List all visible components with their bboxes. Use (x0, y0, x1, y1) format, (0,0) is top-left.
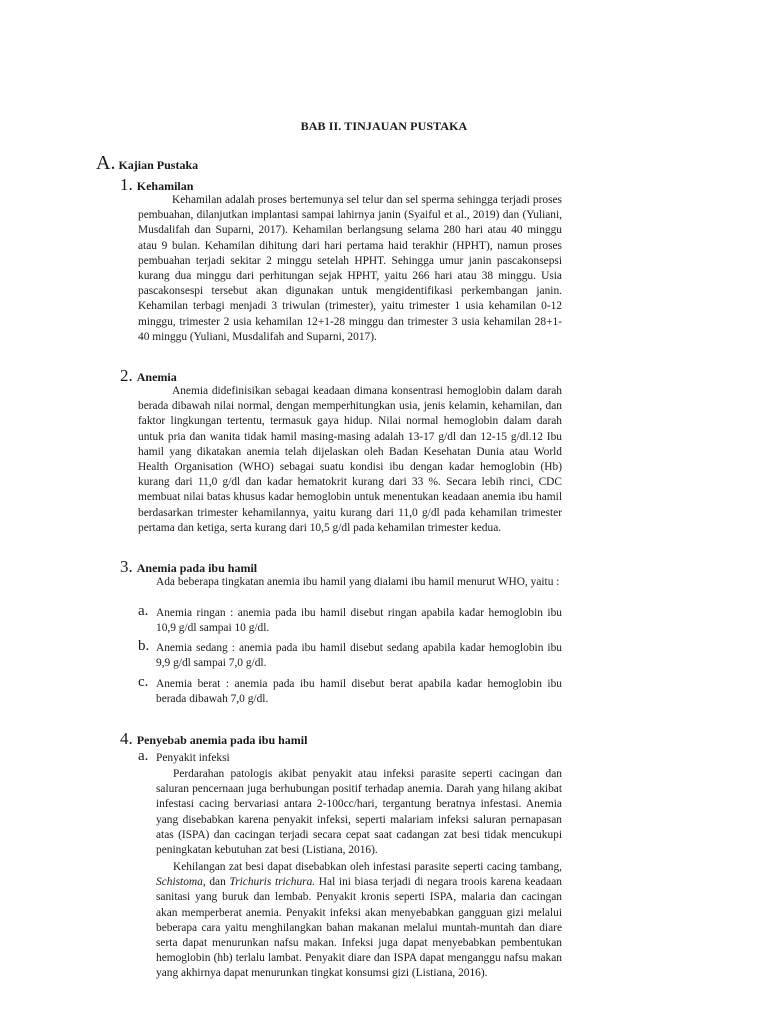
severity-item-c (138, 674, 562, 707)
section-3-intro: Ada beberapa tingkatan anemia ibu hamil yang dialami ibu hamil menurut WHO, yaitu : (156, 576, 560, 588)
section-4-paragraph-1: Perdarahan patologis akibat penyakit atau infeksi parasite seperti cacingan dan saluran pencernaan juga berhubungan positif terhadap anemia. Darah yang hilang akibat infestasi cacing bervariasi antara 2-100cc/hari, tergantung beratnya infestasi. Anemia yang disebabkan karena penyakit infeksi, seperti malariam infeksi saluran pernapasan atas (ISPA) dan cacingan terjadi secara cepat saat cadangan zat besi tidak mencukupi peningkatan kebutuhan zat besi (Listiana, 2016). (156, 768, 562, 857)
chapter-title: BAB II. TINJAUAN PUSTAKA (300, 119, 468, 133)
severity-item-b-marker: b. (138, 638, 150, 654)
section-4-marker: 4. (120, 729, 133, 748)
severity-item-a-marker: a. (138, 603, 149, 619)
section-2-marker: 2. (120, 366, 133, 385)
section-2-paragraph: Anemia didefinisikan sebagai keadaan dimana konsentrasi hemoglobin dalam darah berada dibawah nilai normal, dengan memperhitungkan usia, jenis kelamin, kehamilan, dan faktor lingkungan tertentu, termasuk gaya hidup. Nilai normal hemoglobin dalam darah untuk pria dan wanita tidak hamil masing-masing adalah 13-17 g/dl dan 12-15 g/dl.12 Ibu hamil yang dikatakan anemia telah dijelaskan oleh Badan Kesehatan Dunia atau World Health Organisation (WHO) sebagai suatu kondisi ibu dengan kadar hemoglobin (Hb) kurang dari 11,0 g/dl dan kadar hematokrit kurang dari 33 %. Secara lebih rinci, CDC membuat nilai batas khusus kadar hemoglobin untuk menentukan keadaan anemia ibu hamil berdasarkan trimester kehamilannya, yaitu kurang dari 11,0 g/dl pada kehamilan trimester pertama dan ketiga, serta kurang dari 10,5 g/dl pada kehamilan trimester kedua. (138, 385, 562, 534)
cause-item-a-label: Penyakit infeksi (156, 752, 230, 764)
section-1-heading (120, 175, 193, 195)
section-a-heading (96, 152, 198, 175)
paragraph-2-part-3: Hal ini biasa terjadi di negara troois karena keadaan sanitasi yang buruk dan lembab. Penyakit kronis seperti ISPA, malaria dan cacingan akan memperberat anemia. Penyakit infeksi akan menyebabkan gangguan gizi melalui beberapa cara yaitu menghilangkan bahan makanan melalui muntah-muntah dan diare serta dapat menurunkan nafsu makan. Infeksi juga dapat menyebabkan pembentukan hemoglobin (hb) terlalu lambat. Penyakit diare dan ISPA dapat menganggu nafsu makan yang akhirnya dapat menurunkan tingkat konsumsi gizi (Listiana, 2016). (156, 876, 562, 980)
section-4-heading (120, 729, 307, 749)
severity-item-a-text: Anemia ringan : anemia pada ibu hamil disebut ringan apabila kadar hemoglobin ibu 10,9 g/dl sampai 10 g/dl. (156, 607, 562, 635)
section-4-paragraph-2 (156, 860, 562, 982)
species-trichuris: Trichuris trichura. (229, 876, 316, 889)
section-1-title: Kehamilan (136, 179, 194, 193)
paragraph-2-part-1: Kehilangan zat besi dapat disebabkan oleh infestasi parasite seperti cacing tambang, (173, 861, 562, 873)
cause-item-a-marker: a. (138, 748, 149, 764)
section-2-heading (120, 366, 177, 386)
section-4-title: Penyebab anemia pada ibu hamil (136, 733, 308, 747)
section-1-paragraph: Kehamilan adalah proses bertemunya sel telur dan sel sperma sehingga terjadi proses pembuahan, dilanjutkan implantasi sampai lahirnya janin (Syaiful et al., 2019) dan (Yuliani, Musdalifah dan Suparni, 2017). Kehamilan berlangsung selama 280 hari atau 40 minggu atau 9 bulan. Kehamilan dihitung dari hari pertama haid terakhir (HPHT), namun proses pembuahan terjadi sekitar 2 minggu setelah HPHT. Sehingga umur janin pascakonsepsi kurang dua minggu dari perhitungan sejak HPHT, yaitu 266 hari atau 38 minggu. Usia pascakonsespi tersebut akan digunakan untuk mengidentifikasi perkembangan janin. Kehamilan terbagi menjadi 3 triwulan (trimester), yaitu trimester 1 usia kehamilan 0-12 minggu, trimester 2 usia kehamilan 12+1-28 minggu dan trimester 3 usia kehamilan 28+1-40 minggu (Yuliani, Musdalifah and Suparni, 2017). (138, 194, 562, 343)
section-1-marker: 1. (120, 175, 133, 194)
severity-item-c-marker: c. (138, 674, 149, 690)
species-schistoma: Schistoma (156, 876, 203, 889)
section-3-title: Anemia pada ibu hamil (136, 561, 258, 575)
section-a-marker: A. (96, 152, 116, 174)
section-3-marker: 3. (120, 557, 133, 576)
severity-item-c-text: Anemia berat : anemia pada ibu hamil disebut berat apabila kadar hemoglobin ibu berada dibawah 7,0 g/dl. (156, 678, 562, 706)
severity-item-b-text: Anemia sedang : anemia pada ibu hamil disebut sedang apabila kadar hemoglobin ibu 9,9 g/dl sampai 7,0 g/dl. (156, 642, 562, 670)
section-2-title: Anemia (136, 370, 177, 384)
severity-item-b (138, 638, 562, 671)
section-3-heading (120, 557, 257, 577)
paragraph-2-part-2: , dan (202, 876, 230, 889)
section-a-title: Kajian Pustaka (118, 158, 199, 172)
cause-item-a (138, 748, 562, 766)
severity-item-a (138, 603, 562, 636)
